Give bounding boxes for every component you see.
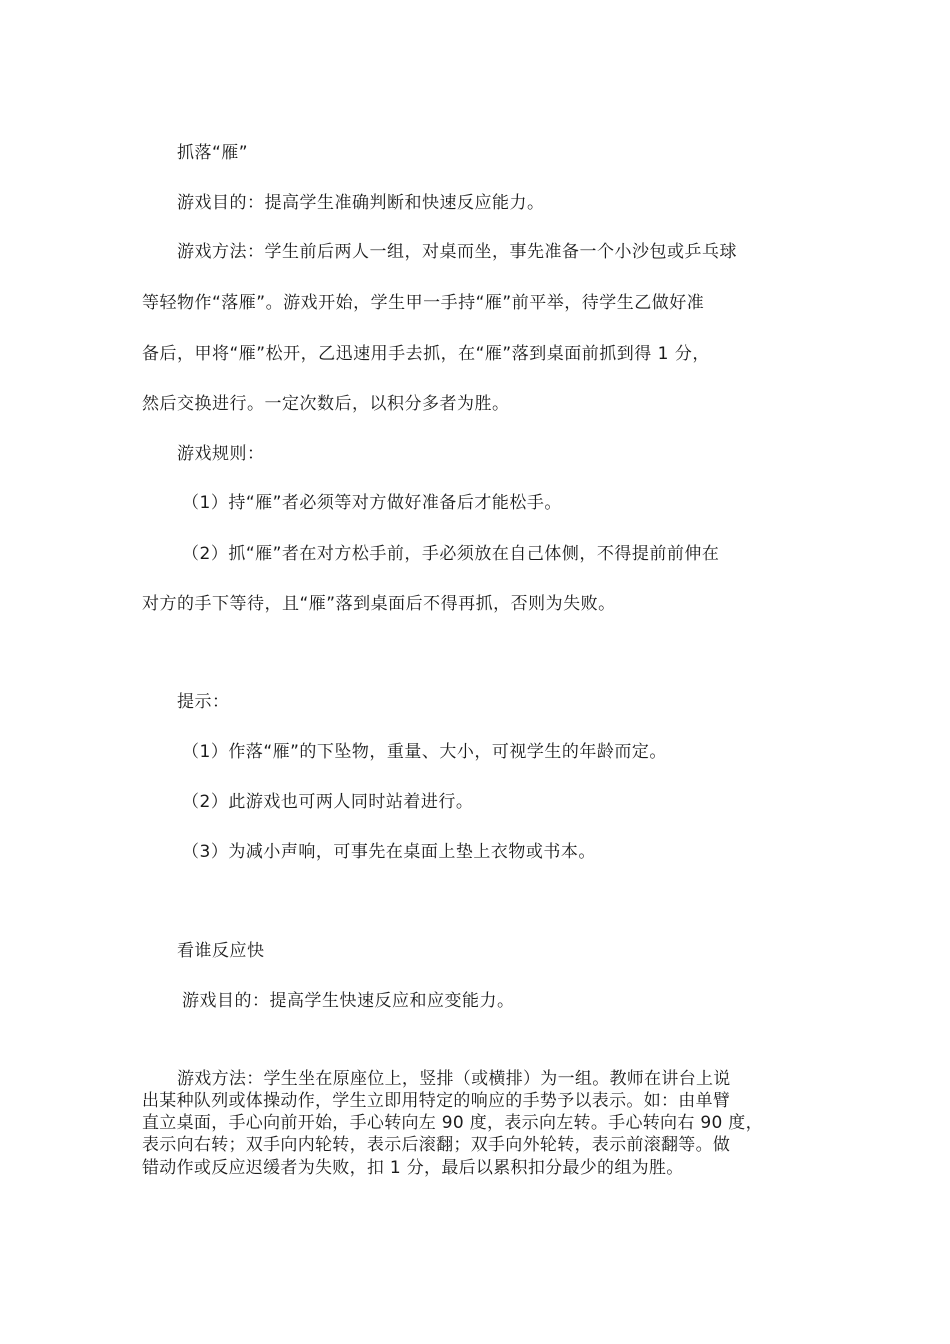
game2-purpose: 游戏目的：提高学生快速反应和应变能力。: [182, 991, 515, 1011]
game1-purpose: 游戏目的：提高学生准确判断和快速反应能力。: [177, 193, 545, 213]
game2-method-line-1: 游戏方法：学生坐在原座位上，竖排（或横排）为一组。教师在讲台上说: [177, 1069, 731, 1089]
game1-method-line-3: 备后，甲将“雁”松开，乙迅速用手去抓，在“雁”落到桌面前抓到得 1 分，: [142, 344, 710, 364]
game1-rule-2-line-1: （2）抓“雁”者在对方松手前，手必须放在自己体侧，不得提前前伸在: [182, 544, 720, 564]
game2-method-line-4: 表示向右转；双手向内轮转，表示后滚翻；双手向外轮转，表示前滚翻等。做: [142, 1135, 731, 1155]
game1-method-line-4: 然后交换进行。一定次数后，以积分多者为胜。: [142, 394, 510, 414]
game1-tip-1: （1）作落“雁”的下坠物，重量、大小，可视学生的年龄而定。: [182, 742, 667, 762]
game1-tips-heading: 提示：: [177, 692, 230, 712]
game1-rule-2-line-2: 对方的手下等待，且“雁”落到桌面后不得再抓，否则为失败。: [142, 594, 616, 614]
game1-rules-heading: 游戏规则：: [177, 444, 265, 464]
game1-tip-2: （2）此游戏也可两人同时站着进行。: [182, 792, 474, 812]
game1-method-line-2: 等轻物作“落雁”。游戏开始，学生甲一手持“雁”前平举，待学生乙做好准: [142, 293, 705, 313]
game2-method-line-3: 直立桌面，手心向前开始，手心转向左 90 度，表示向左转。手心转向右 90 度，: [142, 1113, 763, 1133]
game1-rule-1: （1）持“雁”者必须等对方做好准备后才能松手。: [182, 493, 562, 513]
game2-method-line-5: 错动作或反应迟缓者为失败，扣 1 分，最后以累积扣分最少的组为胜。: [142, 1158, 684, 1178]
game1-method-line-1: 游戏方法：学生前后两人一组，对桌而坐，事先准备一个小沙包或乒乓球: [177, 242, 737, 262]
game2-method-line-2: 出某种队列或体操动作，学生立即用特定的响应的手势予以表示。如：由单臂: [142, 1091, 731, 1111]
game2-title: 看谁反应快: [177, 941, 265, 961]
game1-title: 抓落“雁”: [177, 143, 249, 163]
game1-tip-3: （3）为减小声响，可事先在桌面上垫上衣物或书本。: [182, 842, 596, 862]
